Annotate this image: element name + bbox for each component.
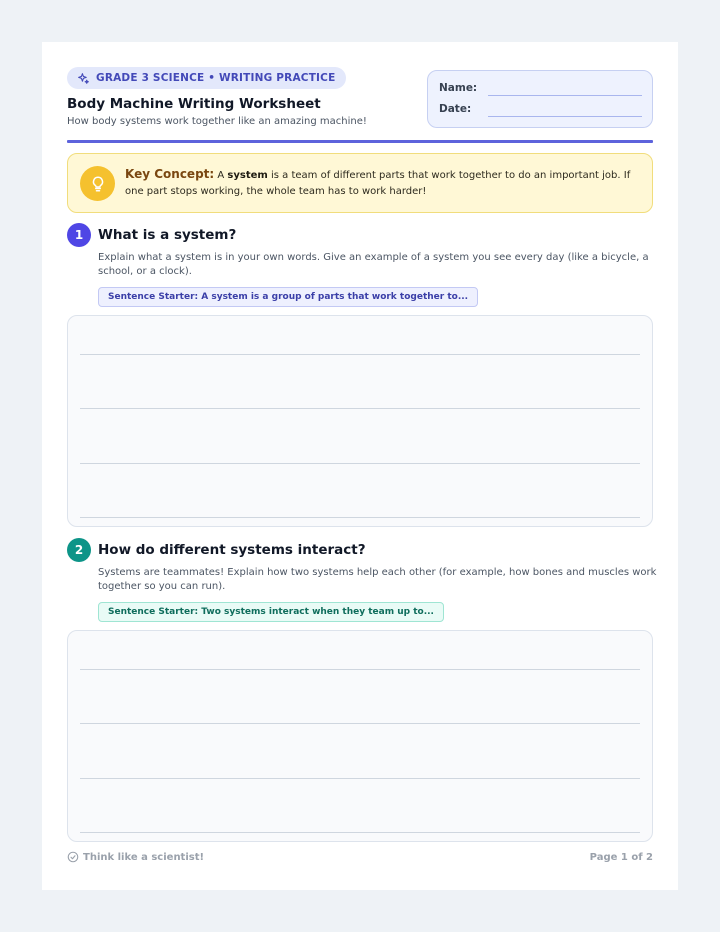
worksheet-subtitle: How body systems work together like an amazing machine! <box>67 116 367 127</box>
question-1-title: What is a system? <box>98 227 237 243</box>
footer-motto-text: Think like a scientist! <box>83 851 205 863</box>
worksheet-page <box>42 42 678 890</box>
grade-badge <box>67 67 346 89</box>
question-1-answer-box[interactable] <box>67 315 653 527</box>
writing-line <box>80 832 640 833</box>
question-2-description: Systems are teammates! Explain how two systems help each other (for example, how bones and muscles work together so you can run). <box>98 567 657 592</box>
writing-line <box>80 517 640 518</box>
writing-line <box>80 354 640 355</box>
question-2-sentence-starter: Sentence Starter: Two systems interact when they team up to... <box>98 602 444 622</box>
question-2-number: 2 <box>67 538 91 562</box>
writing-line <box>80 723 640 724</box>
sparkle-icon <box>77 72 90 85</box>
key-concept-label: Key Concept: <box>125 167 215 181</box>
writing-line <box>80 408 640 409</box>
question-1-number: 1 <box>67 223 91 247</box>
key-concept-text-end: is a team of different parts that work together to do an important job. If one part stops working, the whole team has to work harder! <box>125 170 631 197</box>
check-circle-icon <box>67 851 79 863</box>
name-label: Name: <box>439 82 478 94</box>
writing-line <box>80 669 640 670</box>
question-2-answer-box[interactable] <box>67 630 653 842</box>
key-concept-text <box>125 166 640 200</box>
date-field[interactable] <box>488 116 642 117</box>
question-1-sentence-starter: Sentence Starter: A system is a group of parts that work together to... <box>98 287 478 307</box>
writing-line <box>80 463 640 464</box>
date-label: Date: <box>439 103 472 115</box>
key-concept-text-start: A <box>214 170 228 181</box>
page-number: Page 1 of 2 <box>589 852 653 863</box>
worksheet-title: Body Machine Writing Worksheet <box>67 96 321 112</box>
name-field[interactable] <box>488 95 642 96</box>
key-concept-term: system <box>227 170 268 181</box>
badge-text: GRADE 3 SCIENCE • WRITING PRACTICE <box>96 72 336 84</box>
question-1-description: Explain what a system is in your own words. Give an example of a system you see every day (like a bicycle, a school, or a clock). <box>98 252 649 277</box>
writing-line <box>80 778 640 779</box>
footer-motto <box>67 851 204 863</box>
header-divider <box>67 140 653 143</box>
student-info-box <box>427 70 653 128</box>
lightbulb-icon <box>80 166 115 201</box>
question-2-title: How do different systems interact? <box>98 542 366 558</box>
key-concept-box <box>67 153 653 213</box>
